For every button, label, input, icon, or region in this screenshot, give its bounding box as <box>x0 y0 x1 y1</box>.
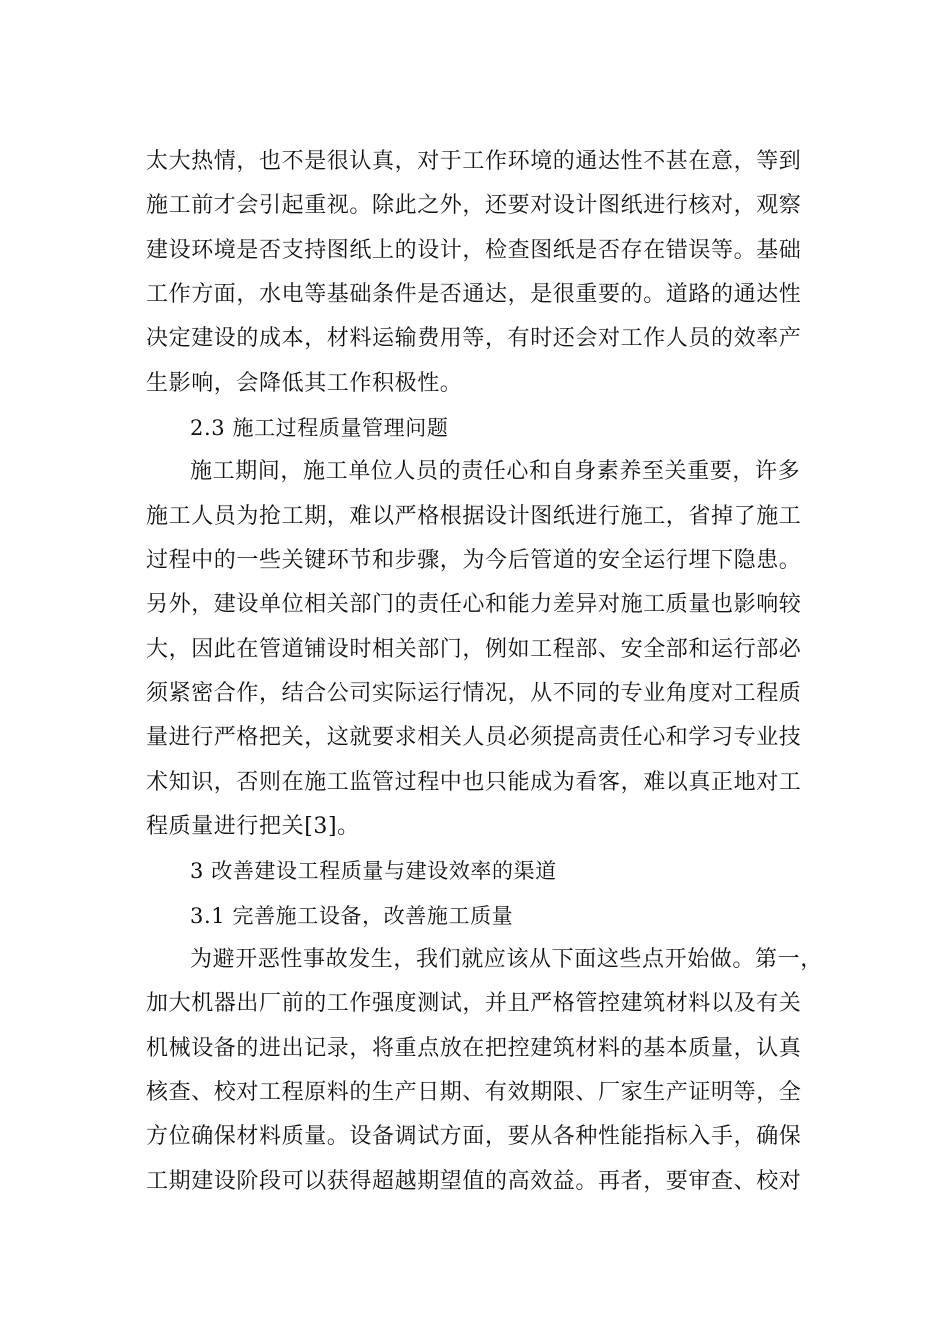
paragraph-2-line-4: 另外，建设单位相关部门的责任心和能力差异对施工质量也影响较 <box>146 592 802 617</box>
paragraph-2-line-3: 过程中的一些关键环节和步骤，为今后管道的安全运行埋下隐患。 <box>146 548 802 573</box>
paragraph-3-line-3: 机械设备的进出记录，将重点放在把控建筑材料的基本质量，认真 <box>146 1036 802 1061</box>
paragraph-2-line-2: 施工人员为抢工期，难以严格根据设计图纸进行施工，省掉了施工 <box>146 504 802 529</box>
paragraph-2-line-6: 须紧密合作，结合公司实际运行情况，从不同的专业角度对工程质 <box>146 681 802 706</box>
paragraph-1-line-3: 建设环境是否支持图纸上的设计，检查图纸是否存在错误等。基础 <box>146 238 802 263</box>
paragraph-1-line-5: 决定建设的成本，材料运输费用等，有时还会对工作人员的效率产 <box>146 326 802 351</box>
paragraph-1-line-1: 太大热情，也不是很认真，对于工作环境的通达性不甚在意，等到 <box>146 149 802 174</box>
paragraph-3-line-1: 为避开恶性事故发生，我们就应该从下面这些点开始做。第一， <box>190 947 823 972</box>
section-heading-3: 3 改善建设工程质量与建设效率的渠道 <box>190 859 557 883</box>
paragraph-3-line-2: 加大机器出厂前的工作强度测试，并且严格管控建筑材料以及有关 <box>146 991 802 1016</box>
paragraph-2-line-5: 大，因此在管道铺设时相关部门，例如工程部、安全部和运行部必 <box>146 637 802 662</box>
section-heading-2-3: 2.3 施工过程质量管理问题 <box>190 416 449 440</box>
section-heading-3-1: 3.1 完善施工设备，改善施工质量 <box>190 904 514 928</box>
paragraph-2-line-1: 施工期间，施工单位人员的责任心和自身素养至关重要，许多 <box>190 459 801 484</box>
paragraph-1-line-4: 工作方面，水电等基础条件是否通达，是很重要的。道路的通达性 <box>146 282 802 307</box>
paragraph-2-line-8: 术知识，否则在施工监管过程中也只能成为看客，难以真正地对工 <box>146 770 802 795</box>
paragraph-2-line-7: 量进行严格把关，这就要求相关人员必须提高责任心和学习专业技 <box>146 725 802 750</box>
paragraph-1-line-2: 施工前才会引起重视。除此之外，还要对设计图纸进行核对，观察 <box>146 193 802 218</box>
paragraph-2-line-9: 程质量进行把关[3]。 <box>146 814 360 839</box>
paragraph-3-line-4: 核查、校对工程原料的生产日期、有效期限、厂家生产证明等，全 <box>146 1080 802 1105</box>
paragraph-3-line-6: 工期建设阶段可以获得超越期望值的高效益。再者，要审查、校对 <box>146 1169 802 1194</box>
paragraph-3-line-5: 方位确保材料质量。设备调试方面，要从各种性能指标入手，确保 <box>146 1124 802 1149</box>
paragraph-1-line-6: 生影响，会降低其工作积极性。 <box>146 371 463 396</box>
